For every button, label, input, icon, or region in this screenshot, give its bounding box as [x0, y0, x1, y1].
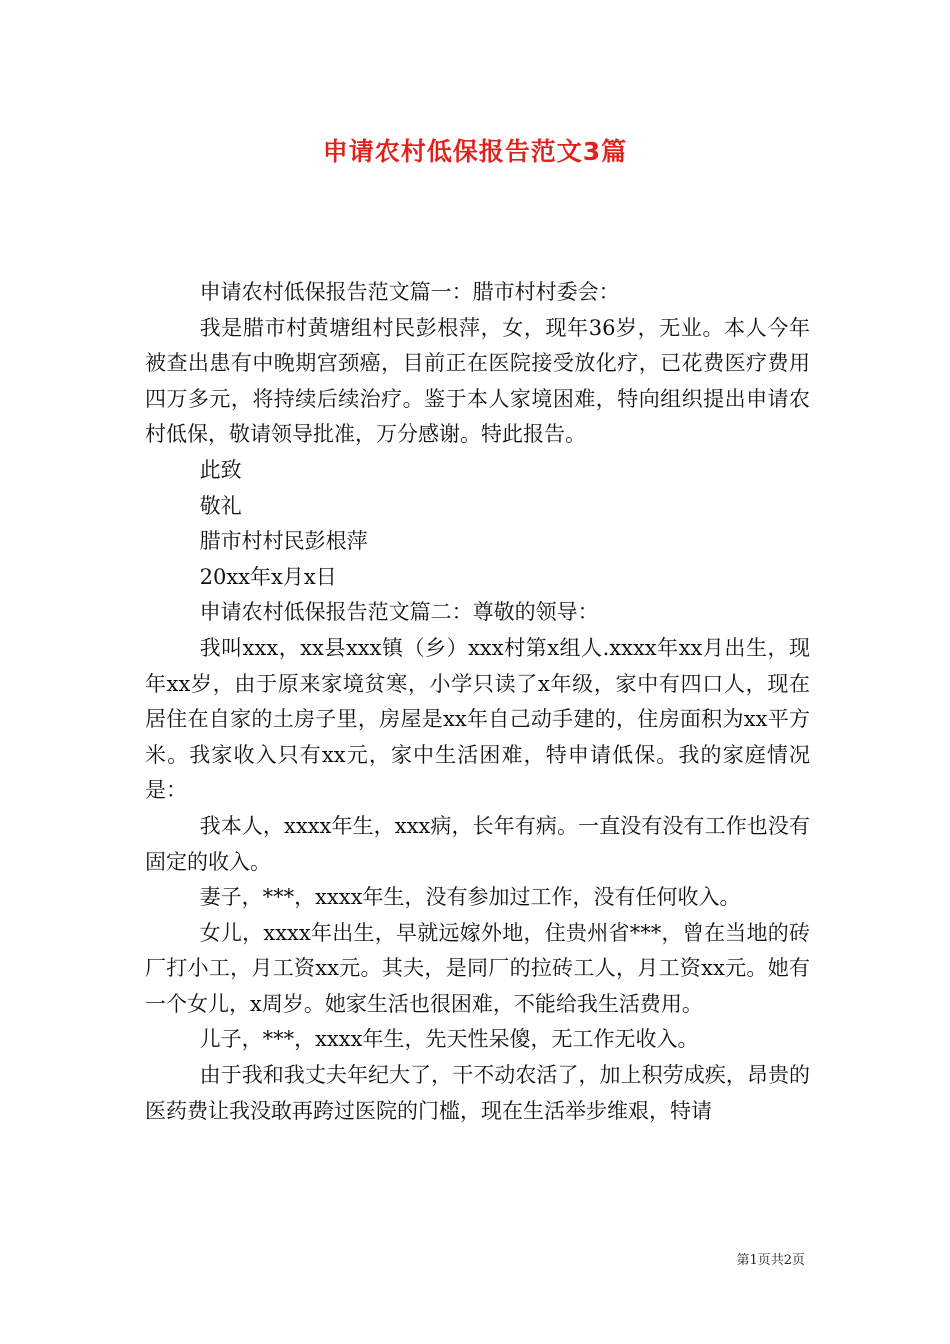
document-body [145, 275, 810, 1129]
paragraph: 妻子，***，xxxx年生，没有参加过工作，没有任何收入。 [199, 885, 741, 910]
paragraph: 此致 [199, 457, 242, 482]
paragraph: 腊市村村民彭根萍 [199, 529, 368, 554]
paragraph: 我本人，xxxx年生，xxx病，长年有病。一直没有没有工作也没有固定的收入。 [145, 813, 810, 874]
paragraph: 申请农村低保报告范文篇一：腊市村村委会： [199, 280, 620, 304]
paragraph: 我叫xxx，xx县xxx镇（乡）xxx村第x组人.xxxx年xx月出生，现年xx岁，由于原来家境贫寒，小学只读了x年级，家中有四口人，现在居住在自家的土房子里，房屋是xx年自己动手建的，住房面积为xx平方米。我家收入只有xx元，家中生活困难，特申请低保。我的家庭情况是： [145, 635, 810, 803]
paragraph: 申请农村低保报告范文篇二：尊敬的领导： [199, 600, 599, 625]
paragraph: 敬礼 [199, 493, 242, 518]
paragraph: 由于我和我丈夫年纪大了，干不动农活了，加上积劳成疾，昂贵的医药费让我没敢再跨过医院的门槛，现在生活举步维艰，特请 [145, 1063, 810, 1123]
page-footer: 第1页共2页 [736, 1253, 805, 1268]
document-title: 申请农村低保报告范文3篇 [322, 137, 628, 166]
paragraph: 20xx年x月x日 [199, 564, 337, 589]
paragraph: 儿子，***，xxxx年生，先天性呆傻，无工作无收入。 [199, 1027, 699, 1052]
paragraph: 女儿，xxxx年出生，早就远嫁外地，住贵州省***，曾在当地的砖厂打小工，月工资xx元。其夫，是同厂的拉砖工人，月工资xx元。她有一个女儿，x周岁。她家生活也很困难，不能给我生活费用。 [145, 920, 810, 1016]
paragraph: 我是腊市村黄塘组村民彭根萍，女，现年36岁，无业。本人今年被查出患有中晚期宫颈癌，目前正在医院接受放化疗，已花费医疗费用四万多元，将持续后续治疗。鉴于本人家境困难，特向组织提出申请农村低保，敬请领导批准，万分感谢。特此报告。 [145, 315, 810, 447]
